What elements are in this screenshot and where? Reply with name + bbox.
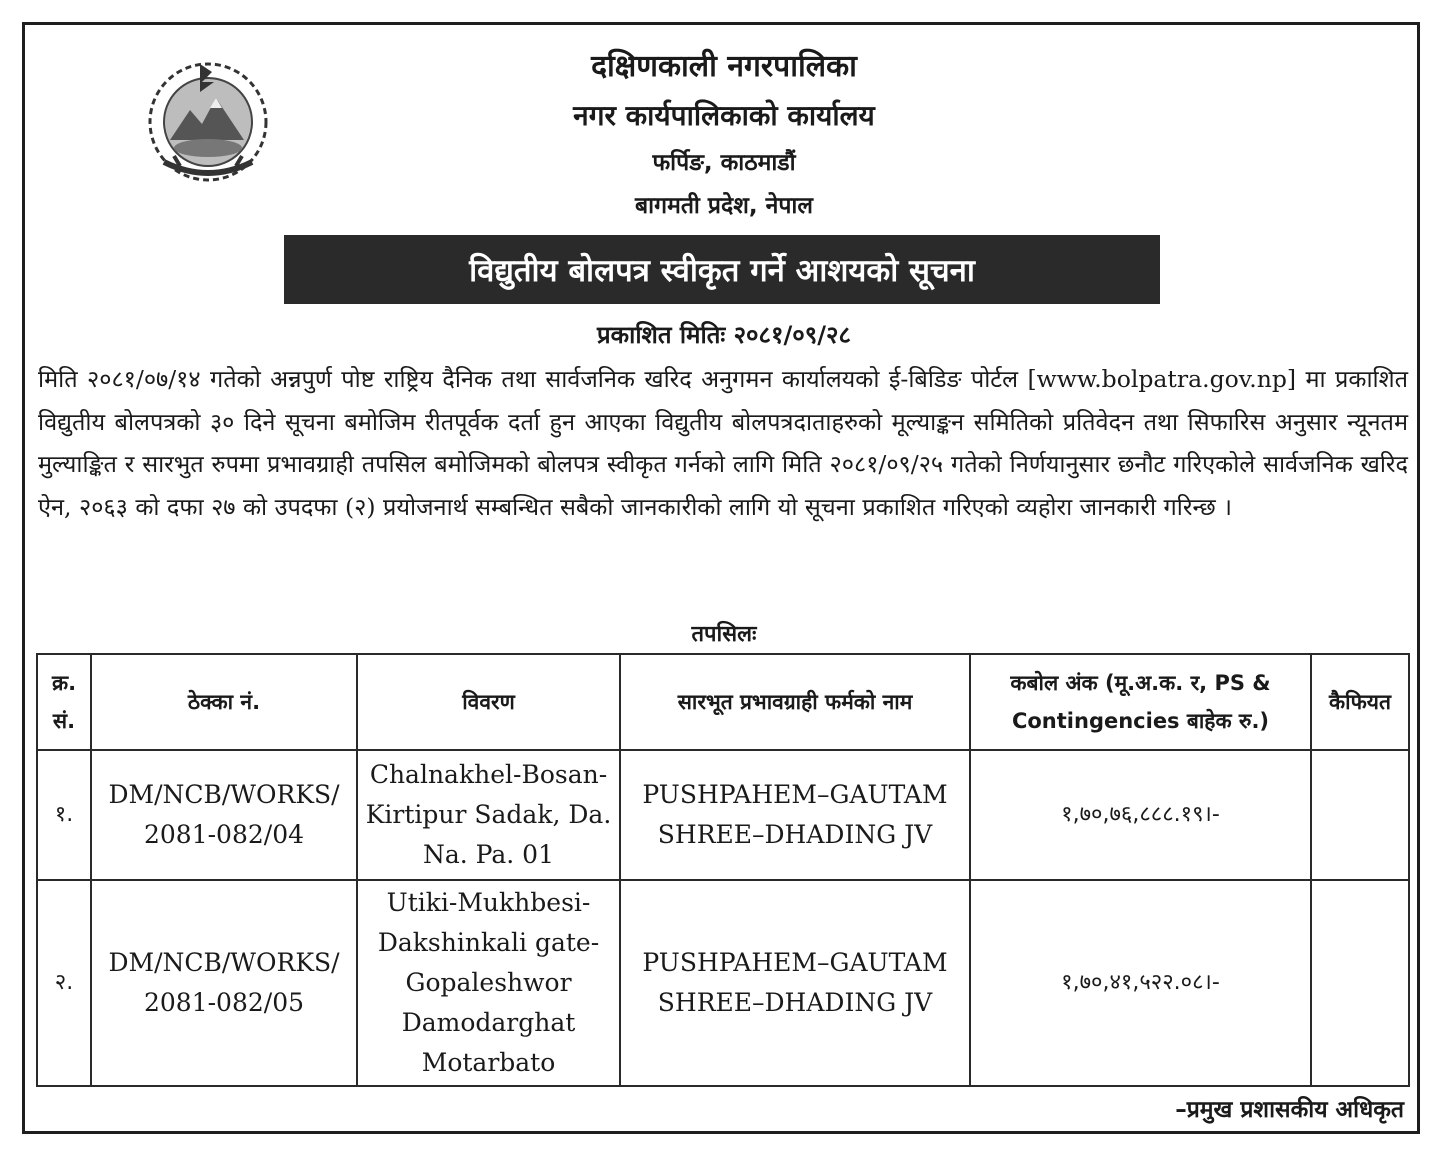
header-bid-amount: कबोल अंक (मू.अ.क. र, PS & Contingencies बाहेक रु.)	[970, 654, 1311, 750]
notice-body: मिति २०८१/०७/१४ गतेको अन्नपुर्ण पोष्ट राष्ट्रिय दैनिक तथा सार्वजनिक खरिद अनुगमन कार्यालयको ई-बिडिङ पोर्टल [www.bolpatra.gov.np] मा प्रकाशित विद्युतीय बोलपत्रको ३० दिने सूचना बमोजिम रीतपूर्वक दर्ता हुन आएका विद्युतीय बोलपत्रदाताहरुको मूल्याङ्कन समितिको प्रतिवेदन तथा सिफारिस अनुसार न्यूनतम मुल्याङ्कित र सारभुत रुपमा प्रभावग्राही तपसिल बमोजिमको बोलपत्र स्वीकृत गर्नको लागि मिति २०८१/०९/२५ गतेको निर्णयानुसार छनौट गरिएकोले सार्वजनिक खरिद ऐन, २०६३ को दफा २७ को उपदफा (२) प्रयोजनार्थ सम्बन्धित सबैको जानकारीको लागि यो सूचना प्रकाशित गरिएको व्यहोरा जानकारी गरिन्छ ।	[38, 365, 1408, 521]
notice-title: विद्युतीय बोलपत्र स्वीकृत गर्ने आशयको सूचना	[284, 235, 1160, 304]
row-bid-amount: १,७०,४१,५२२.०८।-	[970, 880, 1311, 1086]
row-remarks	[1311, 750, 1409, 880]
row-remarks	[1311, 880, 1409, 1086]
office-name: नगर कार्यपालिकाको कार्यालय	[573, 99, 875, 132]
row-firm: PUSHPAHEM–GAUTAM SHREE–DHADING JV	[620, 880, 970, 1086]
office-location: फर्पिङ, काठमाडौं	[652, 150, 796, 176]
header-remarks: कैफियत	[1311, 654, 1409, 750]
row-description: Utiki-Mukhbesi-Dakshinkali gate-Gopaleshwor Damodarghat Motarbato	[357, 880, 620, 1086]
signature: –प्रमुख प्रशासकीय अधिकृत	[1175, 1097, 1404, 1123]
header-sn: क्र. सं.	[37, 654, 91, 750]
row-contract-no: DM/NCB/WORKS/ 2081-082/05	[91, 880, 357, 1086]
table-row	[37, 750, 1409, 880]
published-date: प्रकाशित मितिः २०८१/०९/२८	[597, 321, 851, 349]
org-name: दक्षिणकाली नगरपालिका	[591, 49, 857, 84]
row-sn: १.	[37, 750, 91, 880]
header-contract-no: ठेक्का नं.	[91, 654, 357, 750]
row-bid-amount: १,७०,७६,८८८.१९।-	[970, 750, 1311, 880]
table-row	[37, 880, 1409, 1086]
row-description: Chalnakhel-Bosan-Kirtipur Sadak, Da. Na. Pa. 01	[357, 750, 620, 880]
award-table	[36, 653, 1410, 1087]
table-header-row	[37, 654, 1409, 750]
table-heading: तपसिलः	[691, 622, 757, 647]
header-firm: सारभूत प्रभावग्राही फर्मको नाम	[620, 654, 970, 750]
header-description: विवरण	[357, 654, 620, 750]
row-firm: PUSHPAHEM–GAUTAM SHREE–DHADING JV	[620, 750, 970, 880]
office-province: बागमती प्रदेश, नेपाल	[635, 193, 813, 219]
row-sn: २.	[37, 880, 91, 1086]
row-contract-no: DM/NCB/WORKS/ 2081-082/04	[91, 750, 357, 880]
